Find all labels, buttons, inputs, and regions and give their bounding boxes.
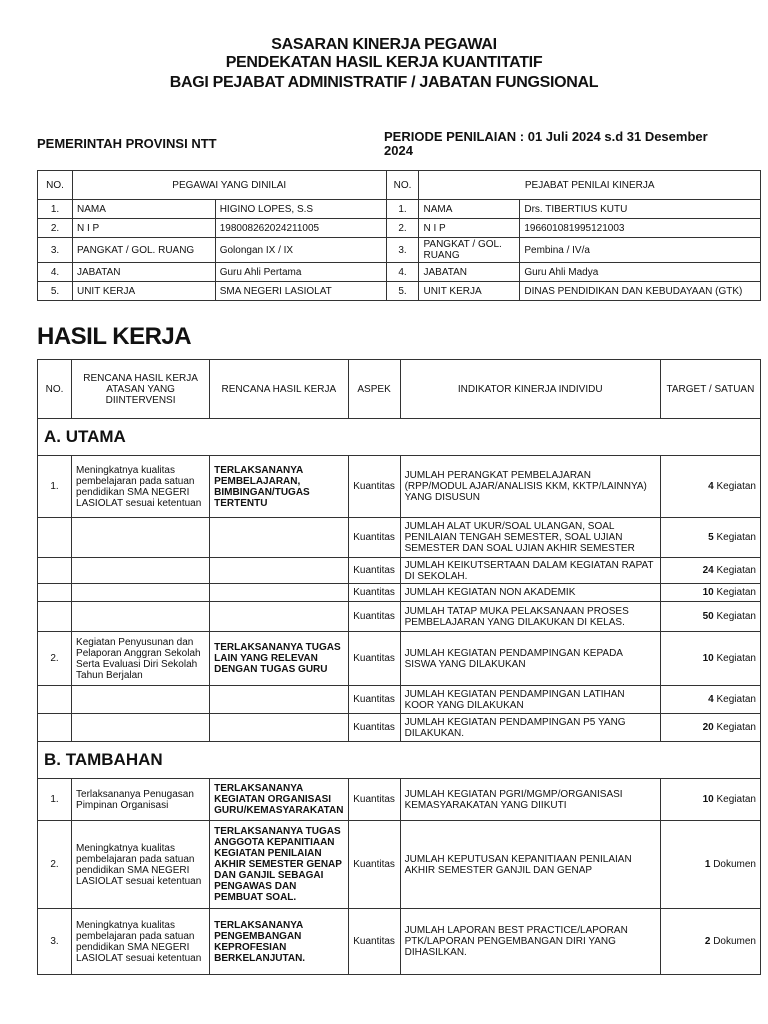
row-aspek: Kuantitas [348,779,400,821]
main-col-target: TARGET / SATUAN [660,360,760,419]
table-row [38,456,761,518]
info-no2: 1. [386,200,419,219]
table-row [38,518,761,558]
info-no: 1. [38,200,73,219]
row-rencana [210,602,348,632]
row-target-unit: Kegiatan [716,722,756,733]
row-number: 2. [38,632,72,686]
row-target [660,602,760,632]
section-tambahan-row [38,742,761,779]
row-number [38,714,72,742]
info-label2: JABATAN [419,263,520,282]
section-tambahan-title: B. TAMBAHAN [38,742,761,779]
row-target [660,632,760,686]
info-label: NAMA [72,200,215,219]
info-row [38,263,761,282]
row-aspek: Kuantitas [348,821,400,909]
info-value: 198008262024211005 [215,219,386,238]
row-atasan [72,602,210,632]
info-value2: Drs. TIBERTIUS KUTU [520,200,761,219]
row-target-number: 2 [704,936,711,947]
row-rencana [210,518,348,558]
row-aspek: Kuantitas [348,602,400,632]
row-number: 2. [38,821,72,909]
row-target-number: 5 [708,532,714,543]
section-utama-title: A. UTAMA [38,419,761,456]
info-label2: NAMA [419,200,520,219]
doc-title-line1: SASARAN KINERJA PEGAWAI [271,36,497,53]
row-indikator: JUMLAH KEPUTUSAN KEPANITIAAN PENILAIAN AKHIR SEMESTER GANJIL DAN GENAP [400,821,660,909]
info-no: 3. [38,238,73,263]
info-value2: Guru Ahli Madya [520,263,761,282]
info-value2: Pembina / IV/a [520,238,761,263]
row-indikator: JUMLAH KEIKUTSERTAAN DALAM KEGIATAN RAPAT DI SEKOLAH. [400,558,660,584]
row-number: 3. [38,909,72,975]
main-header-row [38,360,761,419]
row-atasan [72,518,210,558]
hasil-kerja-heading: HASIL KERJA [37,323,192,350]
header-government: PEMERINTAH PROVINSI NTT [37,136,217,151]
row-atasan [72,558,210,584]
row-target-number: 24 [702,565,714,576]
row-aspek: Kuantitas [348,909,400,975]
doc-title-line2: PENDEKATAN HASIL KERJA KUANTITATIF [225,54,543,71]
row-number [38,558,72,584]
row-number [38,584,72,602]
row-indikator: JUMLAH KEGIATAN PENDAMPINGAN P5 YANG DILAKUKAN. [400,714,660,742]
row-indikator: JUMLAH KEGIATAN PENDAMPINGAN KEPADA SISWA YANG DILAKUKAN [400,632,660,686]
info-value2: DINAS PENDIDIKAN DAN KEBUDAYAAN (GTK) [520,282,761,301]
row-target-number: 10 [702,587,714,598]
row-target-number: 4 [708,694,714,705]
row-atasan: Meningkatnya kualitas pembelajaran pada satuan pendidikan SMA NEGERI LASIOLAT sesuai ketentuan [72,456,210,518]
row-atasan: Terlaksananya Penugasan Pimpinan Organisasi [72,779,210,821]
row-target-number: 50 [702,611,714,622]
table-row [38,632,761,686]
hasil-kerja-table [37,359,761,975]
row-indikator: JUMLAH ALAT UKUR/SOAL ULANGAN, SOAL PENILAIAN TENGAH SEMESTER, SOAL UJIAN SEMESTER DAN SOAL UJIAN AKHIR SEMESTER [400,518,660,558]
info-no: 2. [38,219,73,238]
row-target [660,518,760,558]
row-number: 1. [38,779,72,821]
row-indikator: JUMLAH KEGIATAN PGRI/MGMP/ORGANISASI KEMASYARAKATAN YANG DIIKUTI [400,779,660,821]
info-value: Guru Ahli Pertama [215,263,386,282]
row-indikator: JUMLAH KEGIATAN NON AKADEMIK [400,584,660,602]
info-col-pejabat: PEJABAT PENILAI KINERJA [419,171,761,200]
info-no2: 5. [386,282,419,301]
info-value: Golongan IX / IX [215,238,386,263]
row-target-unit: Kegiatan [716,694,756,705]
info-no: 4. [38,263,73,282]
row-target-unit: Kegiatan [716,565,756,576]
main-col-aspek: ASPEK [348,360,400,419]
table-row [38,714,761,742]
row-rencana: TERLAKSANANYA KEGIATAN ORGANISASI GURU/KEMASYARAKATAN [210,779,348,821]
info-label: UNIT KERJA [72,282,215,301]
row-target-number: 1 [704,859,711,870]
row-atasan [72,584,210,602]
info-label: JABATAN [72,263,215,282]
row-indikator: JUMLAH TATAP MUKA PELAKSANAAN PROSES PEMBELAJARAN YANG DILAKUKAN DI KELAS. [400,602,660,632]
row-target [660,909,760,975]
doc-title-line3: BAGI PEJABAT ADMINISTRATIF / JABATAN FUNGSIONAL [169,74,599,91]
table-row [38,686,761,714]
row-aspek: Kuantitas [348,518,400,558]
info-label2: PANGKAT / GOL. RUANG [419,238,520,263]
row-number [38,518,72,558]
row-rencana: TERLAKSANANYA PENGEMBANGAN KEPROFESIAN BERKELANJUTAN. [210,909,348,975]
table-row [38,602,761,632]
main-col-rencana: RENCANA HASIL KERJA [210,360,348,419]
info-value2: 196601081995121003 [520,219,761,238]
row-rencana [210,686,348,714]
info-row [38,282,761,301]
row-target [660,558,760,584]
table-row [38,821,761,909]
table-row [38,558,761,584]
row-rencana [210,584,348,602]
info-label2: UNIT KERJA [419,282,520,301]
row-aspek: Kuantitas [348,558,400,584]
info-col-no2: NO. [386,171,419,200]
row-target [660,821,760,909]
row-rencana: TERLAKSANANYA TUGAS LAIN YANG RELEVAN DENGAN TUGAS GURU [210,632,348,686]
row-target-number: 4 [708,481,714,492]
info-label: PANGKAT / GOL. RUANG [72,238,215,263]
row-number: 1. [38,456,72,518]
info-col-pegawai: PEGAWAI YANG DINILAI [72,171,386,200]
row-target-unit: Dokumen [713,859,756,870]
row-aspek: Kuantitas [348,632,400,686]
row-aspek: Kuantitas [348,714,400,742]
row-number [38,686,72,714]
row-indikator: JUMLAH PERANGKAT PEMBELAJARAN (RPP/MODUL AJAR/ANALISIS KKM, KKTP/LAINNYA) YANG DISUSUN [400,456,660,518]
info-row [38,238,761,263]
info-label2: N I P [419,219,520,238]
table-row [38,779,761,821]
employee-info-table [37,170,761,301]
info-no2: 2. [386,219,419,238]
info-no2: 4. [386,263,419,282]
row-atasan: Meningkatnya kualitas pembelajaran pada satuan pendidikan SMA NEGERI LASIOLAT sesuai ketentuan [72,821,210,909]
row-target-unit: Kegiatan [716,611,756,622]
row-target-unit: Kegiatan [716,653,756,664]
row-target-number: 20 [702,722,714,733]
row-target [660,686,760,714]
info-value: SMA NEGERI LASIOLAT [215,282,386,301]
info-label: N I P [72,219,215,238]
table-row [38,909,761,975]
row-aspek: Kuantitas [348,456,400,518]
info-col-no: NO. [38,171,73,200]
row-number [38,602,72,632]
main-col-no: NO. [38,360,72,419]
header-period: PERIODE PENILAIAN : 01 Juli 2024 s.d 31 Desember 2024 [384,129,708,158]
info-header-row [38,171,761,200]
info-no2: 3. [386,238,419,263]
info-value: HIGINO LOPES, S.S [215,200,386,219]
table-row [38,584,761,602]
row-target-unit: Dokumen [713,936,756,947]
row-target-unit: Kegiatan [716,532,756,543]
row-atasan: Kegiatan Penyusunan dan Pelaporan Anggran Sekolah Serta Evaluasi Diri Sekolah Tahun Berjalan [72,632,210,686]
row-atasan [72,714,210,742]
row-rencana [210,558,348,584]
row-target [660,584,760,602]
info-row [38,219,761,238]
row-target [660,456,760,518]
row-atasan [72,686,210,714]
section-utama-row [38,419,761,456]
main-col-atasan: RENCANA HASIL KERJA ATASAN YANG DIINTERVENSI [72,360,210,419]
row-target-unit: Kegiatan [716,794,756,805]
info-row [38,200,761,219]
info-no: 5. [38,282,73,301]
row-aspek: Kuantitas [348,584,400,602]
row-rencana: TERLAKSANANYA PEMBELAJARAN, BIMBINGAN/TUGAS TERTENTU [210,456,348,518]
row-atasan: Meningkatnya kualitas pembelajaran pada satuan pendidikan SMA NEGERI LASIOLAT sesuai ketentuan [72,909,210,975]
row-indikator: JUMLAH LAPORAN BEST PRACTICE/LAPORAN PTK/LAPORAN PENGEMBANGAN DIRI YANG DIHASILKAN. [400,909,660,975]
main-col-indikator: INDIKATOR KINERJA INDIVIDU [400,360,660,419]
row-target-unit: Kegiatan [716,481,756,492]
row-indikator: JUMLAH KEGIATAN PENDAMPINGAN LATIHAN KOOR YANG DILAKUKAN [400,686,660,714]
row-target-number: 10 [702,653,714,664]
row-rencana [210,714,348,742]
row-target-number: 10 [702,794,714,805]
row-target-unit: Kegiatan [716,587,756,598]
row-aspek: Kuantitas [348,686,400,714]
row-rencana: TERLAKSANANYA TUGAS ANGGOTA KEPANITIAAN KEGIATAN PENILAIAN AKHIR SEMESTER GENAP DAN GANJIL SEBAGAI PENGAWAS DAN PEMBUAT SOAL. [210,821,348,909]
row-target [660,779,760,821]
row-target [660,714,760,742]
